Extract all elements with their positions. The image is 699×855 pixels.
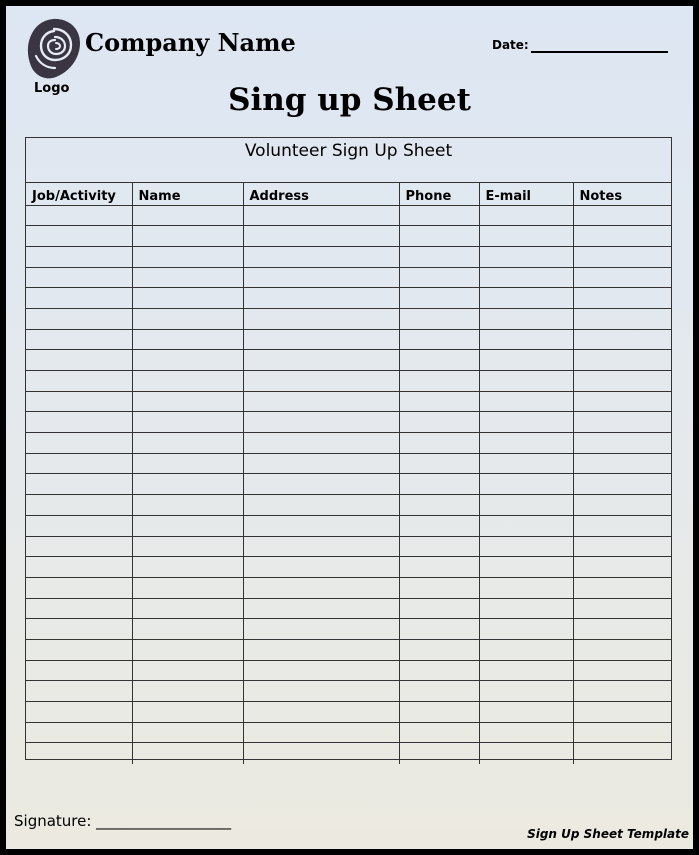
- table-cell[interactable]: [132, 246, 243, 267]
- table-cell[interactable]: [573, 433, 671, 454]
- table-cell[interactable]: [26, 681, 132, 702]
- table-cell[interactable]: [479, 267, 573, 288]
- table-cell[interactable]: [26, 495, 132, 516]
- table-cell[interactable]: [132, 577, 243, 598]
- table-row: [26, 577, 671, 598]
- table-cell[interactable]: [243, 577, 399, 598]
- table-row: [26, 743, 671, 764]
- table-cell[interactable]: [399, 267, 479, 288]
- sheet-title: Sing up Sheet: [228, 82, 471, 118]
- table-cell[interactable]: [243, 660, 399, 681]
- table-cell[interactable]: [399, 412, 479, 433]
- table-cell[interactable]: [26, 350, 132, 371]
- table-row: [26, 515, 671, 536]
- table-cell[interactable]: [243, 639, 399, 660]
- table-cell[interactable]: [243, 350, 399, 371]
- table-cell[interactable]: [399, 288, 479, 309]
- table-cell[interactable]: [26, 308, 132, 329]
- table-cell[interactable]: [573, 515, 671, 536]
- table-cell[interactable]: [479, 557, 573, 578]
- table-cell[interactable]: [26, 371, 132, 392]
- table-cell[interactable]: [26, 639, 132, 660]
- table-cell[interactable]: [573, 536, 671, 557]
- table-cell[interactable]: [243, 246, 399, 267]
- table-cell[interactable]: [399, 536, 479, 557]
- table-cell[interactable]: [399, 577, 479, 598]
- table-cell[interactable]: [243, 288, 399, 309]
- table-cell[interactable]: [132, 598, 243, 619]
- table-row: [26, 412, 671, 433]
- table-body: [26, 205, 671, 764]
- table-cell[interactable]: [399, 226, 479, 247]
- table-row: [26, 391, 671, 412]
- table-cell[interactable]: [573, 639, 671, 660]
- table-row: [26, 226, 671, 247]
- table-cell[interactable]: [573, 577, 671, 598]
- table-cell[interactable]: [479, 433, 573, 454]
- table-row: [26, 495, 671, 516]
- table-row: [26, 433, 671, 454]
- column-header: E-mail: [479, 183, 573, 205]
- table-cell[interactable]: [573, 722, 671, 743]
- table-cell[interactable]: [132, 288, 243, 309]
- table-row: [26, 246, 671, 267]
- table-row: [26, 308, 671, 329]
- table-cell[interactable]: [243, 412, 399, 433]
- table-cell[interactable]: [243, 474, 399, 495]
- table-cell[interactable]: [399, 308, 479, 329]
- table-cell[interactable]: [573, 743, 671, 764]
- table-row: [26, 660, 671, 681]
- table-cell[interactable]: [573, 350, 671, 371]
- table-cell[interactable]: [26, 515, 132, 536]
- table-cell[interactable]: [243, 681, 399, 702]
- table-cell[interactable]: [26, 577, 132, 598]
- table-cell[interactable]: [243, 453, 399, 474]
- table-cell[interactable]: [479, 743, 573, 764]
- date-label: Date:: [492, 38, 529, 52]
- table-row: [26, 267, 671, 288]
- table-cell[interactable]: [573, 598, 671, 619]
- table-cell[interactable]: [132, 743, 243, 764]
- table-cell[interactable]: [26, 288, 132, 309]
- table-cell[interactable]: [573, 329, 671, 350]
- table-cell[interactable]: [573, 226, 671, 247]
- table-cell[interactable]: [479, 329, 573, 350]
- table-cell[interactable]: [573, 391, 671, 412]
- table-row: [26, 639, 671, 660]
- table-cell[interactable]: [399, 453, 479, 474]
- table-cell[interactable]: [243, 743, 399, 764]
- table-cell[interactable]: [132, 371, 243, 392]
- table-cell[interactable]: [399, 639, 479, 660]
- template-note: Sign Up Sheet Template: [527, 827, 689, 841]
- table-cell[interactable]: [132, 702, 243, 723]
- column-header: Job/Activity: [26, 183, 132, 205]
- table-cell[interactable]: [573, 308, 671, 329]
- table-cell[interactable]: [26, 557, 132, 578]
- table-cell[interactable]: [573, 412, 671, 433]
- table-cell[interactable]: [243, 329, 399, 350]
- column-header: Notes: [573, 183, 671, 205]
- table-cell[interactable]: [573, 288, 671, 309]
- table-cell[interactable]: [132, 557, 243, 578]
- column-header: Address: [243, 183, 399, 205]
- table-cell[interactable]: [243, 371, 399, 392]
- table-cell[interactable]: [26, 660, 132, 681]
- table-cell[interactable]: [573, 246, 671, 267]
- table-cell[interactable]: [132, 474, 243, 495]
- table-cell[interactable]: [26, 391, 132, 412]
- table-cell[interactable]: [243, 391, 399, 412]
- table-cell[interactable]: [132, 433, 243, 454]
- table-cell[interactable]: [399, 557, 479, 578]
- table-cell[interactable]: [132, 205, 243, 226]
- table-cell[interactable]: [479, 639, 573, 660]
- table-cell[interactable]: [399, 702, 479, 723]
- date-field-line[interactable]: [531, 51, 668, 53]
- table-cell[interactable]: [479, 702, 573, 723]
- company-name: Company Name: [85, 28, 296, 57]
- table-cell[interactable]: [399, 371, 479, 392]
- table-row: [26, 536, 671, 557]
- table-row: [26, 371, 671, 392]
- table-cell[interactable]: [132, 639, 243, 660]
- table-cell[interactable]: [243, 598, 399, 619]
- table-cell[interactable]: [399, 205, 479, 226]
- table-cell[interactable]: [479, 205, 573, 226]
- table-cell[interactable]: [479, 391, 573, 412]
- table-cell[interactable]: [399, 619, 479, 640]
- logo-caption: Logo: [34, 81, 70, 96]
- table-cell[interactable]: [243, 619, 399, 640]
- table-row: [26, 329, 671, 350]
- table-cell[interactable]: [573, 474, 671, 495]
- column-header: Name: [132, 183, 243, 205]
- table-cell[interactable]: [26, 453, 132, 474]
- table-cell[interactable]: [399, 681, 479, 702]
- table-cell[interactable]: [243, 515, 399, 536]
- table-cell[interactable]: [399, 515, 479, 536]
- rose-logo-icon: [24, 16, 82, 80]
- table-cell[interactable]: [243, 557, 399, 578]
- table-cell[interactable]: [26, 433, 132, 454]
- table-cell[interactable]: [132, 536, 243, 557]
- table-row: [26, 557, 671, 578]
- table-cell[interactable]: [399, 495, 479, 516]
- table-cell[interactable]: [243, 722, 399, 743]
- table-row: [26, 350, 671, 371]
- table-cell[interactable]: [479, 246, 573, 267]
- table-cell[interactable]: [26, 474, 132, 495]
- table-cell[interactable]: [479, 515, 573, 536]
- table-cell[interactable]: [26, 267, 132, 288]
- table-cell[interactable]: [26, 412, 132, 433]
- table-cell[interactable]: [479, 495, 573, 516]
- table-cell[interactable]: [132, 391, 243, 412]
- table-row: [26, 619, 671, 640]
- table-cell[interactable]: [573, 267, 671, 288]
- column-header-row: [26, 183, 671, 205]
- table-cell[interactable]: [26, 743, 132, 764]
- table-cell[interactable]: [26, 536, 132, 557]
- table-cell[interactable]: [399, 474, 479, 495]
- table-cell[interactable]: [132, 453, 243, 474]
- table-cell[interactable]: [132, 495, 243, 516]
- table-row: [26, 288, 671, 309]
- table-cell[interactable]: [479, 350, 573, 371]
- table-cell[interactable]: [479, 308, 573, 329]
- table-cell[interactable]: [479, 660, 573, 681]
- table-cell[interactable]: [399, 350, 479, 371]
- table-cell[interactable]: [243, 226, 399, 247]
- table-cell[interactable]: [479, 226, 573, 247]
- table-cell[interactable]: [573, 205, 671, 226]
- table-row: [26, 702, 671, 723]
- table-cell[interactable]: [243, 205, 399, 226]
- table-cell[interactable]: [573, 453, 671, 474]
- table-cell[interactable]: [243, 702, 399, 723]
- table-cell[interactable]: [132, 660, 243, 681]
- table-cell[interactable]: [479, 412, 573, 433]
- table-cell[interactable]: [243, 495, 399, 516]
- table-row: [26, 722, 671, 743]
- table-cell[interactable]: [399, 391, 479, 412]
- table-cell[interactable]: [132, 515, 243, 536]
- table-cell[interactable]: [243, 433, 399, 454]
- table-cell[interactable]: [573, 681, 671, 702]
- table-cell[interactable]: [132, 722, 243, 743]
- table-cell[interactable]: [243, 536, 399, 557]
- table-cell[interactable]: [399, 246, 479, 267]
- table-cell[interactable]: [132, 412, 243, 433]
- table-cell[interactable]: [26, 722, 132, 743]
- table-cell[interactable]: [479, 619, 573, 640]
- table-cell[interactable]: [479, 288, 573, 309]
- table-cell[interactable]: [26, 329, 132, 350]
- table-cell[interactable]: [243, 267, 399, 288]
- table-cell[interactable]: [132, 226, 243, 247]
- table-cell[interactable]: [399, 660, 479, 681]
- table-cell[interactable]: [573, 702, 671, 723]
- table-row: [26, 598, 671, 619]
- table-cell[interactable]: [132, 329, 243, 350]
- table-row: [26, 205, 671, 226]
- table-cell[interactable]: [132, 619, 243, 640]
- table-cell[interactable]: [399, 433, 479, 454]
- table-row: [26, 474, 671, 495]
- table-cell[interactable]: [479, 536, 573, 557]
- table-caption: Volunteer Sign Up Sheet: [26, 138, 671, 183]
- table-cell[interactable]: [132, 681, 243, 702]
- table-cell[interactable]: [479, 371, 573, 392]
- column-header: Phone: [399, 183, 479, 205]
- table-cell[interactable]: [479, 598, 573, 619]
- table-cell[interactable]: [26, 246, 132, 267]
- table-cell[interactable]: [399, 329, 479, 350]
- table-row: [26, 681, 671, 702]
- table-cell[interactable]: [479, 681, 573, 702]
- table-cell[interactable]: [399, 598, 479, 619]
- signature-line[interactable]: Signature: __________________: [14, 812, 232, 830]
- table-cell[interactable]: [573, 660, 671, 681]
- table-cell[interactable]: [132, 350, 243, 371]
- table-cell[interactable]: [132, 267, 243, 288]
- table-cell[interactable]: [399, 722, 479, 743]
- table-cell[interactable]: [573, 619, 671, 640]
- table-cell[interactable]: [573, 557, 671, 578]
- table-cell[interactable]: [399, 743, 479, 764]
- table-cell[interactable]: [479, 474, 573, 495]
- table-cell[interactable]: [479, 722, 573, 743]
- table-cell[interactable]: [26, 702, 132, 723]
- table-cell[interactable]: [26, 619, 132, 640]
- table-cell[interactable]: [479, 453, 573, 474]
- table-cell[interactable]: [243, 308, 399, 329]
- table-cell[interactable]: [26, 598, 132, 619]
- signup-table: [25, 137, 672, 760]
- table-cell[interactable]: [479, 577, 573, 598]
- table-row: [26, 453, 671, 474]
- table-cell[interactable]: [26, 205, 132, 226]
- table-cell[interactable]: [132, 308, 243, 329]
- table-cell[interactable]: [573, 495, 671, 516]
- signup-grid: [26, 183, 671, 764]
- table-cell[interactable]: [573, 371, 671, 392]
- table-cell[interactable]: [26, 226, 132, 247]
